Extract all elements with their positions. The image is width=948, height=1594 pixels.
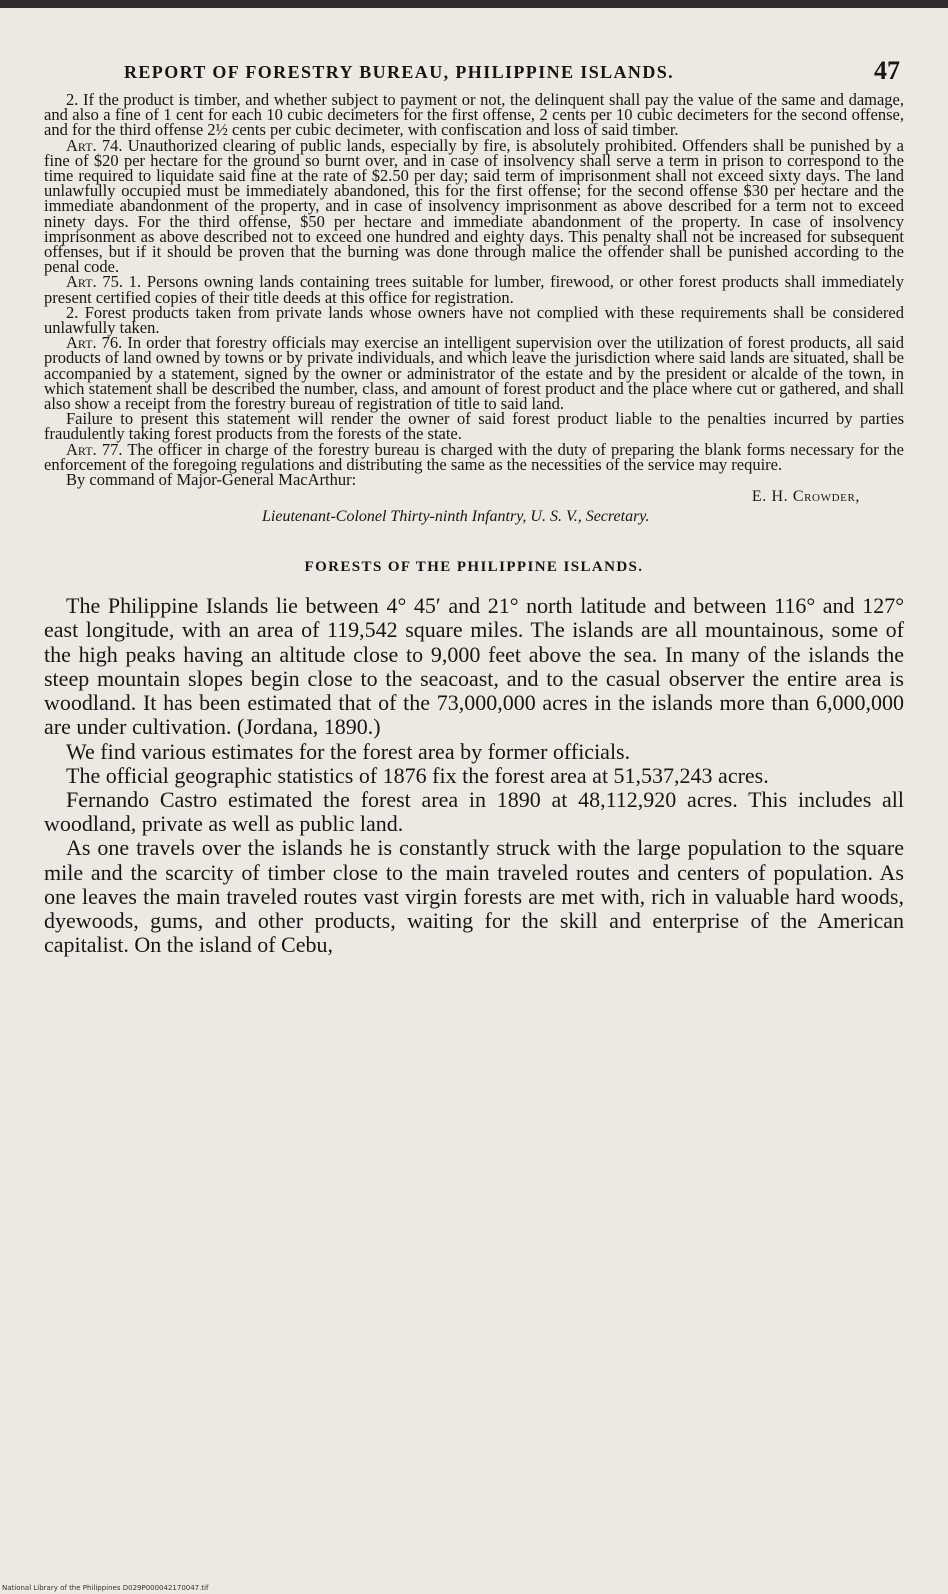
- regulation-paragraph: [44, 272, 904, 307]
- body-paragraph: We find various estimates for the forest area by former officials.: [66, 738, 631, 764]
- signature-name: E. H. Crowder,: [751, 488, 860, 506]
- paragraph-text: By command of Major-General MacArthur:: [66, 470, 357, 490]
- regulation-paragraph: [44, 92, 904, 138]
- paragraph-text: 2. If the product is timber, and whether subject to payment or not, the delinquent shall pay the value of the same and damage, and also a fine of 1 cent for each 10 cubic decimeters for the first offense, 2 cents per 10 cubic decimeters for the second offense, and for the third offense 2½ cents per cubic decimeter, with confiscation and loss of said timber.: [44, 90, 904, 140]
- paragraph-text: Failure to present this statement will render the owner of said forest product liable to the penalties incurred by parties fraudulently taking forest products from the forests of the state.: [44, 409, 904, 444]
- paragraph-text: Unauthorized clearing of public lands, especially by fire, is absolutely prohibited. Offenders shall be punished by a fine of $20 per hectare for the ground so burnt over, and in case of insolvency shall serve a term in prison to correspond to the time required to liquidate said fine at the rate of $2.50 per day; said term of imprisonment shall not exceed sixty days. The land unlawfully occupied must be immediately abandoned, this for the first offense; for the second offense $30 per hectare and the immediate abandonment of the property, and in case of insolvency imprisonment as above described for a term not to exceed ninety days. For the third offense, $50 per hectare and immediate abandonment of the property. In case of insolvency imprisonment as above described not to exceed one hundred and eighty days. This penalty shall not be increased for subsequent offenses, but if it should be proven that the burning was done through malice the offender shall be punished according to the penal code.: [44, 135, 904, 277]
- running-head: [44, 52, 904, 92]
- body-paragraph: As one travels over the islands he is constantly struck with the large population to the square mile and the scarcity of timber close to the main traveled routes and centers of population. As one leaves the main traveled routes vast virgin forests are met with, rich in valuable hard woods, dyewoods, gums, and other products, waiting for the skill and enterprise of the American capitalist. On the island of Cebu,: [44, 835, 904, 958]
- regulation-paragraph: [44, 470, 904, 490]
- body-paragraph: The Philippine Islands lie between 4° 45′ and 21° north latitude and between 116° and 127° east longitude, with an area of 119,542 square miles. The islands are all mountainous, some of the high peaks having an altitude close to 9,000 feet above the sea. In many of the islands the steep mountain slopes begin close to the seacoast, and to the casual observer the entire area is woodland. It has been estimated that of the 73,000,000 acres in the islands more than 6,000,000 are under cultivation. (Jordana, 1890.): [44, 593, 904, 740]
- running-head-title: REPORT OF FORESTRY BUREAU, PHILIPPINE ISLANDS.: [124, 62, 675, 82]
- article-label: Art. 77.: [66, 439, 123, 459]
- scan-top-edge: [0, 0, 948, 8]
- body-paragraph: The official geographic statistics of 1876 fix the forest area at 51,537,243 acres.: [66, 762, 769, 788]
- article-label: Art. 74.: [66, 135, 123, 155]
- document-page: [44, 52, 904, 957]
- paragraph-text: 2. Forest products taken from private lands whose owners have not complied with these requirements shall be considered unlawfully taken.: [44, 302, 904, 338]
- regulation-paragraph: [44, 409, 904, 444]
- regulation-paragraph: [44, 439, 905, 474]
- paragraph-text: The officer in charge of the forestry bureau is charged with the duty of preparing the blank forms necessary for the enforcement of the foregoing regulations and distributing the same as the necessities of the service may require.: [44, 439, 905, 474]
- body-paragraph: Fernando Castro estimated the forest area in 1890 at 48,112,920 acres. This includes all woodland, private as well as public land.: [44, 786, 904, 837]
- regulation-paragraph: [44, 135, 904, 277]
- paragraph-text: 1. Persons owning lands containing trees suitable for lumber, firewood, or other forest products shall immediately present certified copies of their title deeds at this office for registration.: [44, 272, 904, 307]
- paragraph-text: In order that forestry officials may exercise an intelligent supervision over the utilization of forest products, all said products of land owned by towns or by private individuals, and which leave the jurisdiction where said lands are situated, shall be accompanied by a statement, signed by the owner or administrator of the estate and by the president or alcalde of the town, in which statement shall be described the number, class, and amount of forest product and the place where cut or gathered, and shall also show a receipt from the forestry bureau of registration of title to said land.: [44, 333, 904, 414]
- signature-title: Lieutenant-Colonel Thirty-ninth Infantry, U. S. V., Secretary.: [262, 508, 650, 526]
- regulation-paragraph: [44, 333, 904, 414]
- article-label: Art. 76.: [66, 333, 123, 353]
- scan-footer: National Library of the Philippines D029P000042170047.tif: [2, 1584, 209, 1592]
- regulation-paragraph: [44, 302, 904, 338]
- section-heading: FORESTS OF THE PHILIPPINE ISLANDS.: [304, 559, 644, 576]
- page-number: 47: [874, 56, 900, 85]
- article-label: Art. 75.: [66, 272, 124, 292]
